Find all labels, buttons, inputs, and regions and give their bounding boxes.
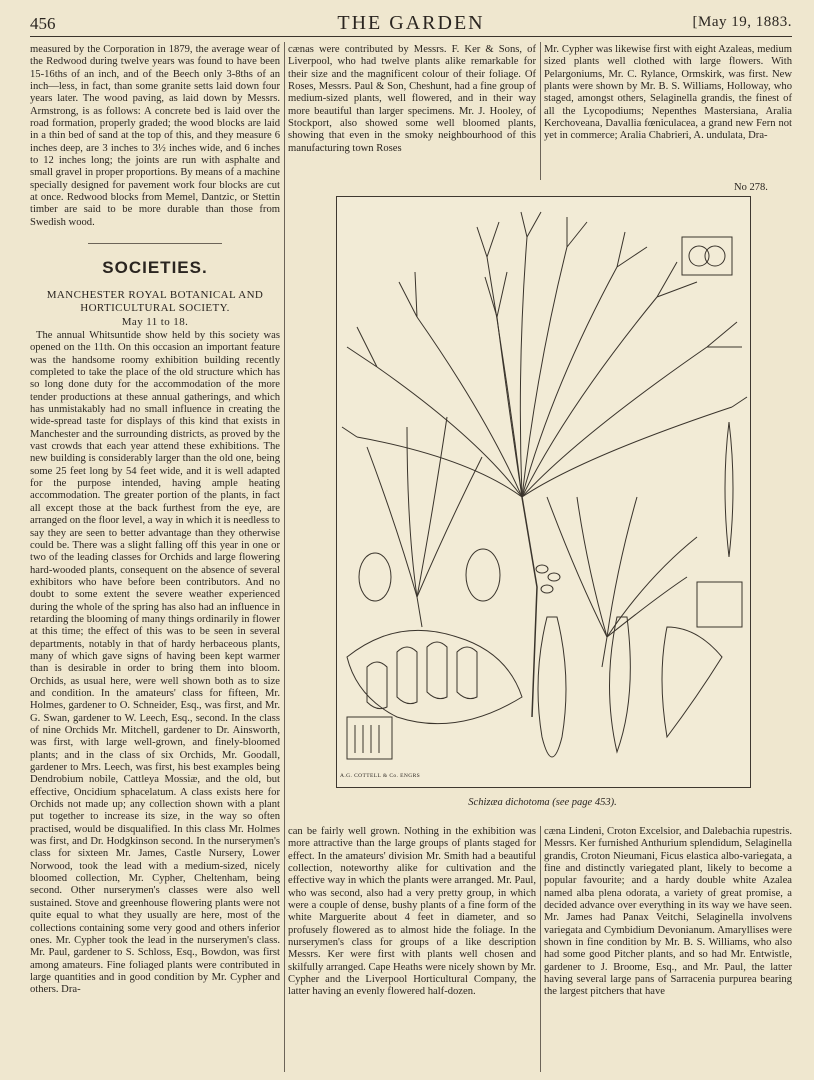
figure-number: No 278. xyxy=(734,182,768,193)
engraver-credit: A.G. COTTELL & Co. ENGRS xyxy=(340,773,421,779)
column-2-top xyxy=(288,44,536,155)
column-rule-1 xyxy=(284,42,285,1072)
schizaea-drawing xyxy=(337,197,750,787)
column-1-body xyxy=(30,330,280,997)
column-rule-2-top xyxy=(540,42,541,180)
paragraph-new-plants: cæna Lindeni, Croton Excelsior, and Dalebachia rupestris. Messrs. Ker furnished Anthurium splendidum, Selaginella grandis, Croton Nieumani, Ficus elastica albo-variegata, a fine and distinctly variegated plant, likely to become a popular favourite; and a hardy double white Azalea named alba plena odorata, a variety of great promise, a decided advance over everything in its way we have seen. Mr. James had Panax Veitchi, Selaginella involvens variegata and Cymbidium Devonianum. Amaryllises were shown in fine condition by Mr. B. S. Williams, who also had some good Pitcher plants, and so had Mr. Entwistle, gardener to J. Broome, Esq., and Mr. Paul, the latter having several large pans of Sarracenia purpurea bearing the largest pitchers that have xyxy=(544,826,792,998)
column-2-bottom xyxy=(288,826,536,999)
publication-title: THE GARDEN xyxy=(337,12,485,34)
section-heading: SOCIETIES. xyxy=(102,258,208,277)
show-dates: May 11 to 18. xyxy=(121,316,189,328)
paragraph-wood-paving: measured by the Corporation in 1879, the average wear of the Redwood during twelve years was found to have been 15-16ths of an inch, and of the Beech only 3-8ths of an inch—less, in fact, than some granite setts laid down four years later. The wood paving, as laid down by Messrs. Armstrong, is as follows: A concrete bed is laid over the road formation, properly graded; the wood blocks are laid in a thin bed of sand at the top of this, and they measure 6 inches deep, are 3 inches to 3½ inches wide, and 6 inches to 12 inches long; the joints are run with asphalte and small gravel in proper proportions. By means of a machine specially designed for pavement work four blocks are cut at once. Redwood blocks from Memel, Dantzic, or Stettin timber are said to be more durable than those from Swedish wood. xyxy=(30,44,280,228)
page-number: 456 xyxy=(30,14,56,33)
section-divider xyxy=(88,243,222,244)
column-3-bottom xyxy=(544,826,792,999)
issue-date: [May 19, 1883. xyxy=(692,14,792,30)
column-rule-2-bottom xyxy=(540,826,541,1072)
paragraph-dracaenas: cænas were contributed by Messrs. F. Ker & Sons, of Liverpool, who had twelve plants alike remarkable for their size and the magnificent colour of their foliage. Of Roses, Messrs. Paul & Son, Cheshunt, had a fine group of medium-sized plants, well flowered, and in their way more beautiful than larger specimens. Mr. J. Hooley, of Stockport, also showed some well bloomed plants, showing that even in the smoky neighbourhood of this manufacturing town Roses xyxy=(288,44,536,154)
column-1-top xyxy=(30,44,280,229)
society-name: MANCHESTER ROYAL BOTANICAL AND HORTICULTURAL SOCIETY. xyxy=(46,289,264,314)
paragraph-azaleas: Mr. Cypher was likewise first with eight Azaleas, medium sized plants well clothed with large flowers. With Pelargoniums, Mr. C. Rylance, Ormskirk, was first. New plants were shown by Mr. B. S. Williams, Holloway, who staged, amongst others, Selaginella grandis, the finest of all the Lycopodiums; Nepenthes Mastersiana, Aralia Kerchoveana, Davallia fœniculacea, a grand new Fern not yet in commerce; Aralia Chabrieri, A. undulata, Dra- xyxy=(544,44,792,142)
paragraph-whitsuntide-show: The annual Whitsuntide show held by this society was opened on the 11th. On this occasion an important feature was the handsome roomy exhibition building recently completed to take the place of the old structure which has so long done duty for the accommodation of the more tender productions at these annual gatherings, and which has unmistakably had no small influence in creating the wide-spread taste for displays of this kind that exists in Manchester and the surrounding districts, as proved by the vast crowds that each year attend these exhibitions. The new building is considerably larger than the old one, being some 25 feet long by 54 feet wide, and it is well adapted for the purpose intended, having ample heating accommodation. The greater portion of the plants, in fact all except those at the back furthest from the eye, are arranged on the floor level, a way in which it is needless to say they are seen to better advantage than they otherwise could be. There was a slight falling off this year in one or two of the leading classes for Orchids and large flowering hard-wooded plants, consequent on the absence of several exhibitors who have before been contributors. And no doubt to some extent the severe weather experienced during the whole of the spring has also had an influence in retarding the blooming of many things ordinarily in flower at this time; the effect of this was to be seen in several departments, notably in that of hardy herbaceous plants, many of which gave signs of having been kept warmer than is desirable in order to bring them into bloom. Orchids, as usual here, were well shown both as to size and condition. In the amateurs' class for fifteen, Mr. Holmes, gardener to O. Schneider, Esq., was first, and Mr. G. Swan, gardener to W. Leech, Esq., second. In the class of nine Orchids Mr. Mitchell, gardener to Dr. Ainsworth, was first, with large well-grown, and finely-bloomed plants; and in the class of six Orchids, Mr. Goodall, gardener to Mrs. Leech, was first, his best examples being Dendrobium nobile, Cattleya Mossiæ, and the old, but effective, Oncidium sphacelatum. A class exists here for Orchids not made up; any collection shown with a plant put together to increase its size, in the way so often practised, would be disqualified. In this class Mr. Holmes was first, and Dr. Hodgkinson second. In the nurserymen's class for sixteen Mr. James, Castle Nursery, Lower Norwood, took the lead with a medium-sized, nicely bloomed collection, Mr. Cypher, Cheltenham, being second. Other nurserymen's classes were also well sustained. Stove and greenhouse flowering plants were not quite equal to what they usually are here, most of the collections containing some very good and others inferior ones. Mr. Cypher took the lead in the nurserymen's class. Mr. Paul, gardener to S. Schloss, Esq., Bowdon, was first among amateurs. Fine foliaged plants were contributed in large quantities and in good condition by Mr. Cypher and others. Dra- xyxy=(30,330,280,996)
paragraph-groups: can be fairly well grown. Nothing in the exhibition was more attractive than the large groups of plants staged for effect. In the amateurs' division Mr. Smith had a beautiful collection, noteworthy alike for cultivation and the effective way in which the plants were arranged. Mr. Paul, who was second, also had a very pretty group, in which were a couple of dense, bushy plants of a fine form of the white Marguerite about 4 feet in diameter, and so profusely flowered as to almost hide the foliage. In the nurserymen's class for groups of a like description Messrs. Ker were first with plants well chosen and skilfully arranged. Cape Heaths were nicely shown by Mr. Cypher and the Liverpool Horticultural Company, the latter having an evenly flowered half-dozen. xyxy=(288,826,536,998)
page-header xyxy=(30,8,792,37)
column-3-top xyxy=(544,44,792,143)
botanical-illustration xyxy=(336,196,751,788)
figure-caption: Schizæa dichotoma (see page 453). xyxy=(468,797,617,808)
